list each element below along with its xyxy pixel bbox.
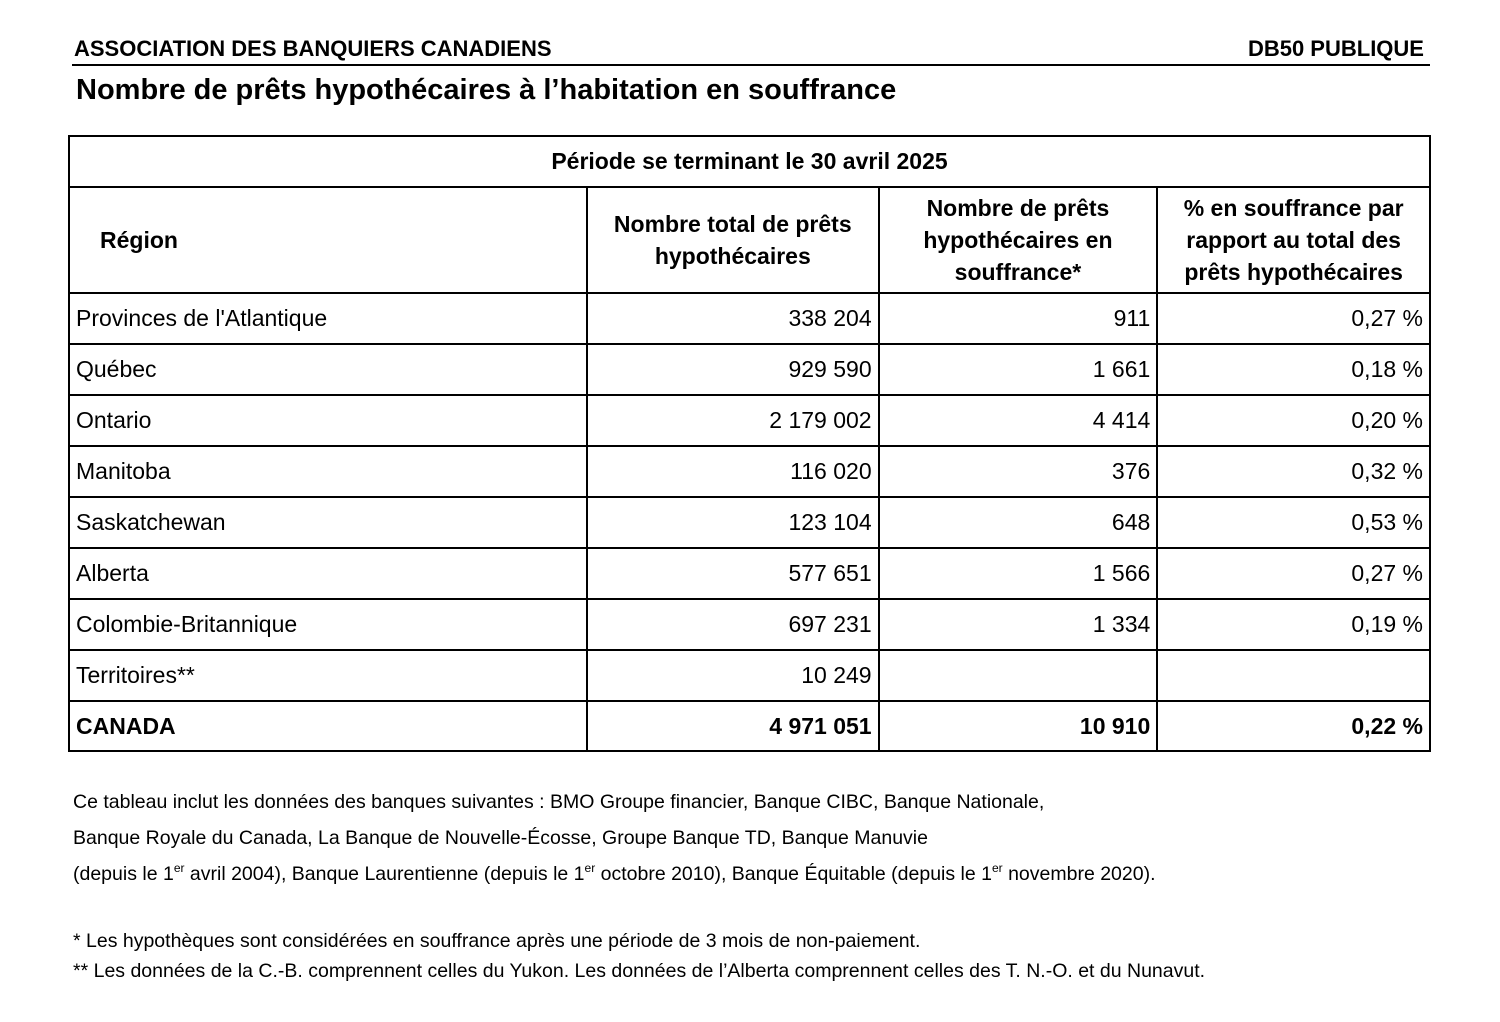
arrears-table	[68, 135, 1431, 752]
percent-cell: 0,18 %	[1157, 344, 1430, 395]
note-text: avril 2004), Banque Laurentienne (depuis le 1	[184, 863, 585, 885]
superscript: er	[584, 861, 596, 875]
table-row	[69, 497, 1430, 548]
arrears-cell: 911	[879, 293, 1158, 344]
column-header-total: Nombre total de prêts hypothécaires	[587, 187, 879, 293]
total-arrears-cell: 10 910	[879, 701, 1158, 751]
region-cell: Territoires**	[69, 650, 587, 701]
total-cell: 697 231	[587, 599, 879, 650]
total-cell: 338 204	[587, 293, 879, 344]
column-header-row	[69, 187, 1430, 293]
table-row	[69, 344, 1430, 395]
footnotes	[73, 926, 1433, 986]
arrears-cell: 1 334	[879, 599, 1158, 650]
region-cell: Ontario	[69, 395, 587, 446]
table-row	[69, 293, 1430, 344]
page-header	[72, 34, 1430, 66]
note-text: (depuis le 1	[73, 863, 174, 885]
region-cell: Manitoba	[69, 446, 587, 497]
note-text: octobre 2010), Banque Équitable (depuis le 1	[595, 863, 992, 885]
percent-cell: 0,53 %	[1157, 497, 1430, 548]
percent-cell: 0,27 %	[1157, 293, 1430, 344]
percent-cell: 0,27 %	[1157, 548, 1430, 599]
region-cell: Alberta	[69, 548, 587, 599]
total-cell: 577 651	[587, 548, 879, 599]
arrears-cell: 648	[879, 497, 1158, 548]
column-header-percent: % en souffrance par rapport au total des prêts hypothécaires	[1157, 187, 1430, 293]
arrears-cell: 376	[879, 446, 1158, 497]
column-header-arrears: Nombre de prêts hypothécaires en souffrance*	[879, 187, 1158, 293]
total-region-cell: CANADA	[69, 701, 587, 751]
region-cell: Québec	[69, 344, 587, 395]
banks-note	[73, 784, 1433, 892]
note-line: Ce tableau inclut les données des banques suivantes : BMO Groupe financier, Banque CIBC, Banque Nationale,	[73, 791, 1045, 813]
table-row	[69, 650, 1430, 701]
table-row	[69, 548, 1430, 599]
region-cell: Colombie-Britannique	[69, 599, 587, 650]
percent-cell: 0,32 %	[1157, 446, 1430, 497]
superscript: er	[173, 861, 185, 875]
region-cell: Provinces de l'Atlantique	[69, 293, 587, 344]
total-cell: 929 590	[587, 344, 879, 395]
total-row	[69, 701, 1430, 751]
page-title: Nombre de prêts hypothécaires à l’habitation en souffrance	[76, 74, 897, 106]
superscript: er	[991, 861, 1003, 875]
percent-cell: 0,19 %	[1157, 599, 1430, 650]
organization-name: ASSOCIATION DES BANQUIERS CANADIENS	[74, 36, 552, 61]
total-cell: 123 104	[587, 497, 879, 548]
total-cell: 2 179 002	[587, 395, 879, 446]
percent-cell	[1157, 650, 1430, 701]
footnote-arrears-definition: * Les hypothèques sont considérées en souffrance après une période de 3 mois de non-paiement.	[73, 930, 921, 952]
arrears-cell: 1 566	[879, 548, 1158, 599]
document-code: DB50 PUBLIQUE	[1247, 36, 1424, 61]
table-row	[69, 395, 1430, 446]
note-line	[73, 856, 1433, 892]
note-text: novembre 2020).	[1002, 863, 1156, 885]
table-row	[69, 446, 1430, 497]
arrears-cell: 1 661	[879, 344, 1158, 395]
period-header: Période se terminant le 30 avril 2025	[69, 136, 1430, 187]
region-cell: Saskatchewan	[69, 497, 587, 548]
percent-cell: 0,20 %	[1157, 395, 1430, 446]
footnote-territories: ** Les données de la C.-B. comprennent celles du Yukon. Les données de l’Alberta comprennent celles des T. N.-O. et du Nunavut.	[73, 960, 1206, 982]
total-cell: 10 249	[587, 650, 879, 701]
total-cell: 116 020	[587, 446, 879, 497]
note-line: Banque Royale du Canada, La Banque de Nouvelle-Écosse, Groupe Banque TD, Banque Manuvie	[73, 827, 928, 849]
total-percent-cell: 0,22 %	[1157, 701, 1430, 751]
arrears-cell: 4 414	[879, 395, 1158, 446]
total-loans-cell: 4 971 051	[587, 701, 879, 751]
arrears-cell	[879, 650, 1158, 701]
table-row	[69, 599, 1430, 650]
period-row	[69, 136, 1430, 187]
column-header-region: Région	[69, 187, 587, 293]
